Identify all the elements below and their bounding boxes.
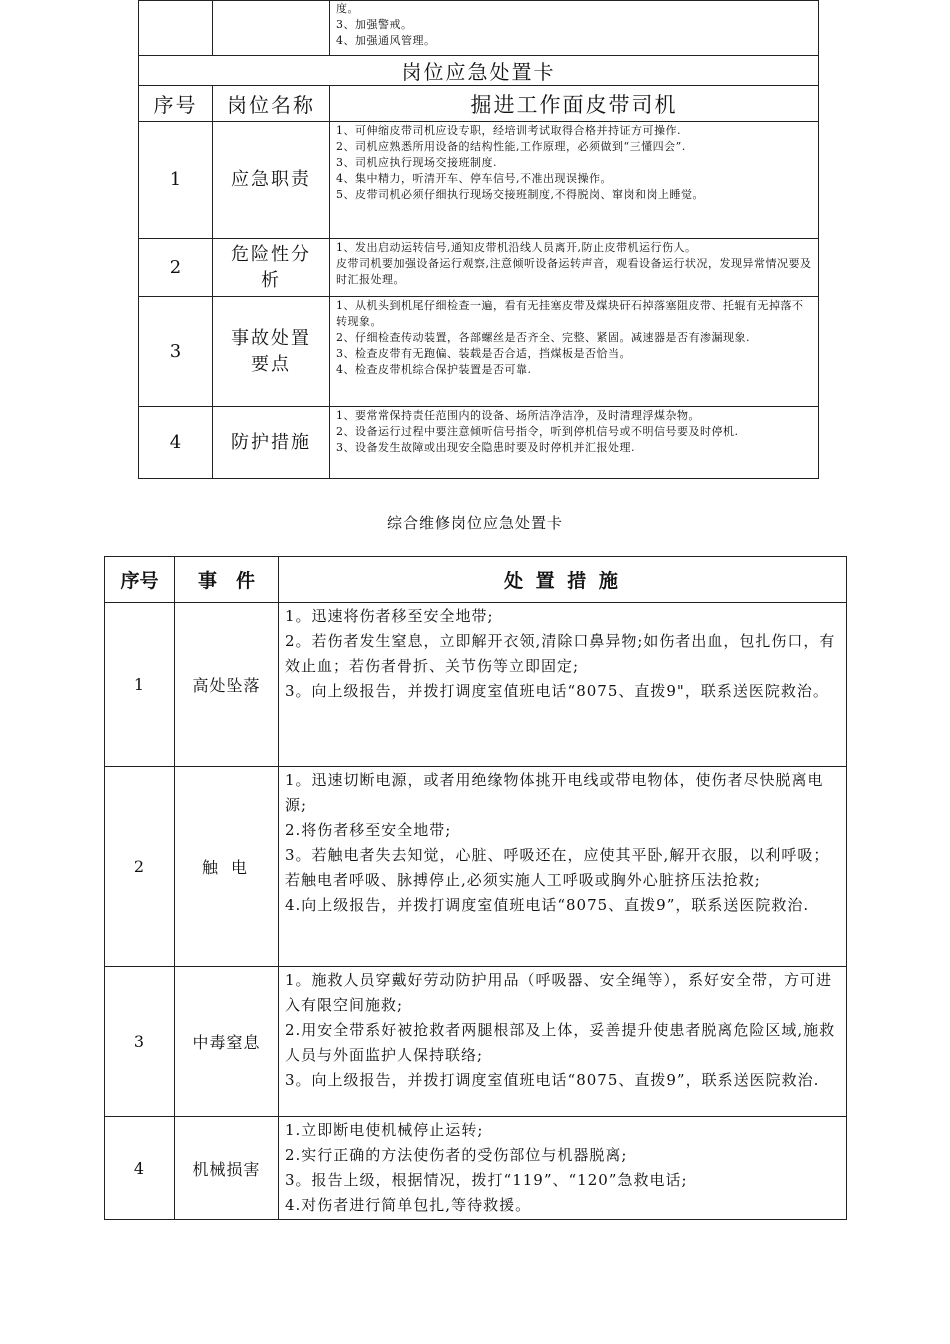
row-name: 防护措施 xyxy=(213,407,330,479)
item-line: 2.实行正确的方法使伤者的受伤部位与机器脱离; xyxy=(285,1146,628,1164)
fragment-text xyxy=(330,1,819,56)
row-seq: 3 xyxy=(105,967,175,1117)
row-items xyxy=(330,122,819,239)
item-line: 4.对伤者进行简单包扎,等待救援。 xyxy=(285,1196,532,1214)
repair-row xyxy=(105,767,847,967)
item-line: 2.将伤者移至安全地带; xyxy=(285,821,452,839)
header-position: 掘进工作面皮带司机 xyxy=(330,86,819,122)
item-line: 3。若触电者失去知觉，心脏、呼吸还在，应使其平卧,解开衣服，以利呼吸；若触电者呼吸、脉搏停止,必须实施人工呼吸或胸外心脏挤压法抢救; xyxy=(285,846,830,889)
item-line: 2。若伤者发生窒息，立即解开衣领,清除口鼻异物;如伤者出血，包扎伤口，有效止血；若伤者骨折、关节伤等立即固定; xyxy=(285,632,836,675)
repair-row xyxy=(105,967,847,1117)
item-line: 3、设备发生故障或出现安全隐患时要及时停机并汇报处理. xyxy=(336,441,635,454)
row-items xyxy=(279,767,847,967)
row-items xyxy=(330,239,819,297)
belt-header-row xyxy=(139,86,819,122)
item-line: 1、发出启动运转信号,通知皮带机沿线人员离开,防止皮带机运行伤人。 xyxy=(336,241,697,254)
row-items xyxy=(330,407,819,479)
repair-row xyxy=(105,1117,847,1220)
item-line: 1、要常常保持责任范围内的设备、场所洁净洁净，及时清理浮煤杂物。 xyxy=(336,409,700,422)
header-event: 事 件 xyxy=(175,557,279,603)
row-seq: 1 xyxy=(105,603,175,767)
row-seq: 2 xyxy=(139,239,213,297)
fragment-line: 度。 xyxy=(336,2,359,15)
row-seq: 4 xyxy=(105,1117,175,1220)
row-name: 应急职责 xyxy=(213,122,330,239)
item-line: 皮带司机要加强设备运行观察,注意倾听设备运转声音，观看设备运行状况，发现异常情况要及时汇报处理。 xyxy=(336,257,812,286)
item-line: 1。施救人员穿戴好劳动防护用品（呼吸器、安全绳等），系好安全带，方可进入有限空间施救; xyxy=(285,971,833,1014)
belt-card-title: 岗位应急处置卡 xyxy=(139,56,819,86)
fragment-cell-b xyxy=(213,1,330,56)
row-event: 中毒窒息 xyxy=(175,967,279,1117)
row-seq: 2 xyxy=(105,767,175,967)
row-name: 危险性分析 xyxy=(213,239,330,297)
row-seq: 3 xyxy=(139,297,213,407)
item-line: 1。迅速将伤者移至安全地带; xyxy=(285,607,494,625)
item-line: 3。向上级报告，并拨打调度室值班电话“8075、直拨9”，联系送医院救治. xyxy=(285,1071,820,1089)
item-line: 2.用安全带系好被抢救者两腿根部及上体，妥善提升使患者脱离危险区域,施救人员与外面监护人保持联络; xyxy=(285,1021,836,1064)
item-line: 2、设备运行过程中要注意倾听信号指令，听到停机信号或不明信号要及时停机. xyxy=(336,425,739,438)
item-line: 3、司机应执行现场交接班制度. xyxy=(336,156,497,169)
item-line: 5、皮带司机必须仔细执行现场交接班制度,不得脱岗、窜岗和岗上睡觉。 xyxy=(336,188,704,201)
fragment-cell-a xyxy=(139,1,213,56)
row-items xyxy=(279,1117,847,1220)
fragment-row xyxy=(139,1,819,56)
header-seq: 序号 xyxy=(105,557,175,603)
belt-row xyxy=(139,407,819,479)
item-line: 4.向上级报告，并拨打调度室值班电话“8075、直拨9”，联系送医院救治. xyxy=(285,896,810,914)
item-line: 2、仔细检查传动装置，各部螺丝是否齐全、完整、紧固。减速器是否有渗漏现象. xyxy=(336,331,750,344)
row-items xyxy=(279,603,847,767)
row-items xyxy=(330,297,819,407)
item-line: 4、检查皮带机综合保护装置是否可靠. xyxy=(336,363,532,376)
belt-row xyxy=(139,122,819,239)
belt-row xyxy=(139,239,819,297)
item-line: 1。迅速切断电源，或者用绝缘物体挑开电线或带电物体，使伤者尽快脱离电源; xyxy=(285,771,824,814)
repair-card-title: 综合维修岗位应急处置卡 xyxy=(386,514,563,532)
fragment-line: 3、加强警戒。 xyxy=(336,18,413,31)
row-event: 机械损害 xyxy=(175,1117,279,1220)
row-seq: 4 xyxy=(139,407,213,479)
item-line: 3、检查皮带有无跑偏、装载是否合适，挡煤板是否恰当。 xyxy=(336,347,631,360)
item-line: 1.立即断电使机械停止运转; xyxy=(285,1121,484,1139)
repair-row xyxy=(105,603,847,767)
belt-row xyxy=(139,297,819,407)
item-line: 3。向上级报告，并拨打调度室值班电话“8075、直拨9"，联系送医院救治。 xyxy=(285,682,829,700)
row-name: 事故处置要点 xyxy=(213,297,330,407)
fragment-line: 4、加强通风管理。 xyxy=(336,34,436,47)
row-event: 触 电 xyxy=(175,767,279,967)
row-items xyxy=(279,967,847,1117)
repair-header-row xyxy=(105,557,847,603)
repair-emergency-table xyxy=(104,556,847,1220)
item-line: 1、从机头到机尾仔细检查一遍，看有无挂塞皮带及煤块矸石掉落塞阻皮带、托辊有无掉落不转现象。 xyxy=(336,299,804,328)
item-line: 2、司机应熟悉所用设备的结构性能,工作原理，必须做到“三懂四会”. xyxy=(336,140,686,153)
item-line: 1、可伸缩皮带司机应设专职，经培训考试取得合格并持证方可操作. xyxy=(336,124,681,137)
belt-emergency-table xyxy=(138,0,819,479)
header-post: 岗位名称 xyxy=(213,86,330,122)
item-line: 3。报告上级，根据情况，拨打“119”、“120”急救电话; xyxy=(285,1171,688,1189)
header-seq: 序号 xyxy=(139,86,213,122)
header-measures: 处 置 措 施 xyxy=(279,557,847,603)
item-line: 4、集中精力，听清开车、停车信号,不准出现误操作。 xyxy=(336,172,612,185)
row-event: 高处坠落 xyxy=(175,603,279,767)
row-seq: 1 xyxy=(139,122,213,239)
